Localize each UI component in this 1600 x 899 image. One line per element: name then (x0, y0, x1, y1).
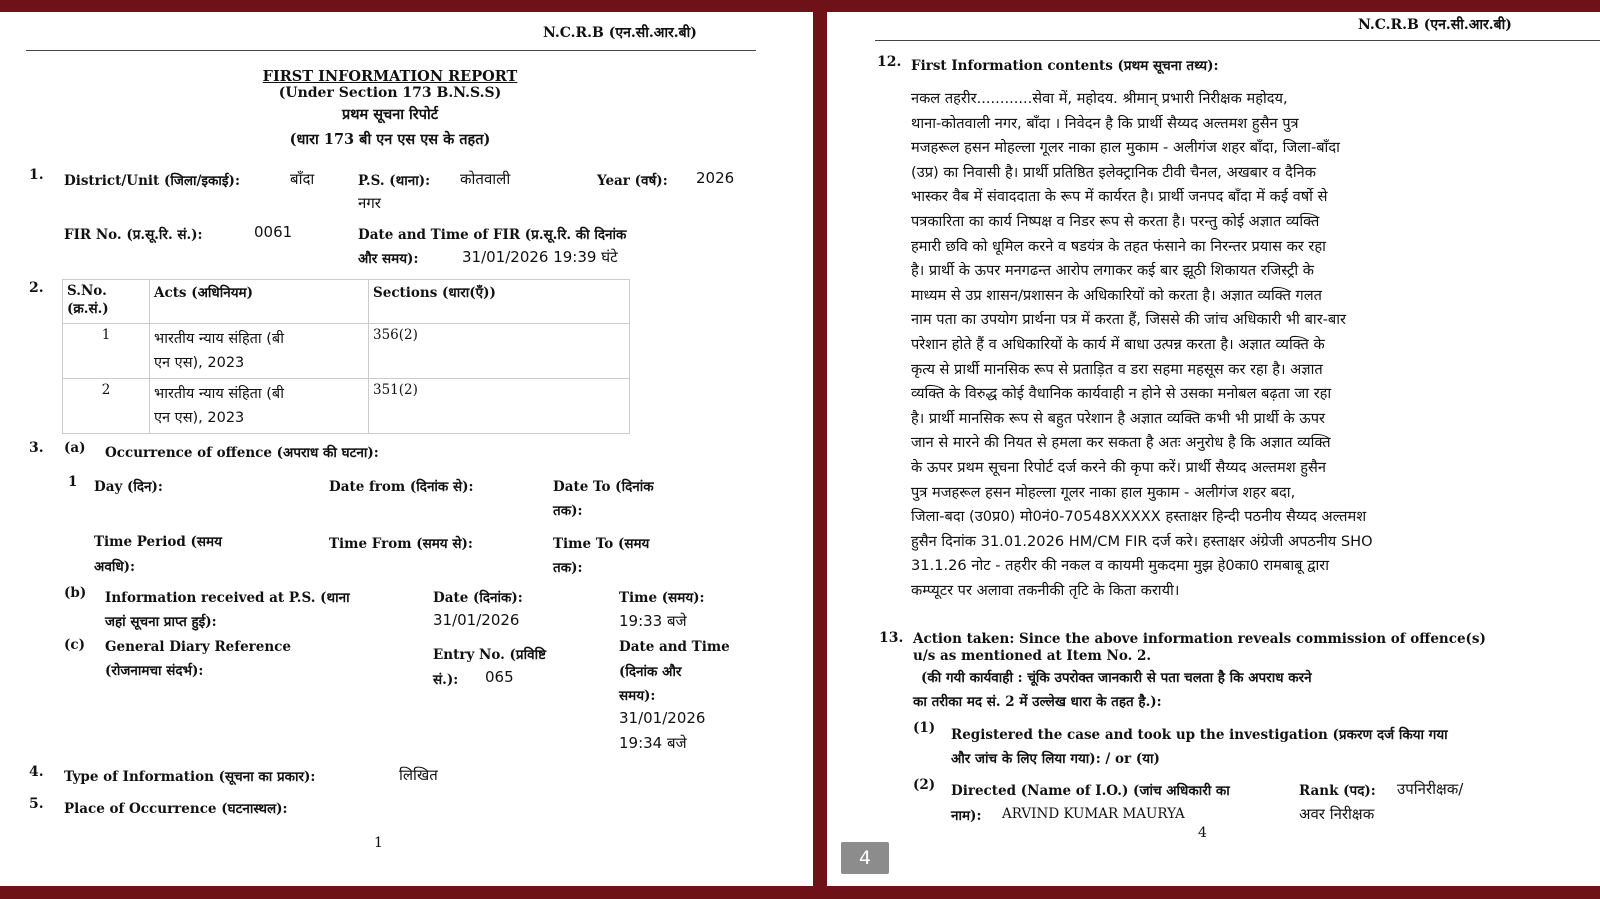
contents-line: मजहरूल हसन मोहल्ला गूलर नाका हाल मुकाम - अलीगंज शहर बाँदा, जिला-बाँदा (911, 139, 1340, 157)
date-to-label-2: तक): (553, 503, 583, 519)
fir-datetime-label-2: और समय): (358, 251, 419, 267)
received-time-label: Time (समय): (619, 590, 705, 606)
rank-value-2: अवर निरीक्षक (1299, 805, 1375, 823)
contents-line: हमारी छवि को धूमिल करने व षडयंत्र के तहत फंसाने का निरन्तर प्रयास कर रहा (911, 237, 1326, 255)
action-taken-line-2: u/s as mentioned at Item No. 2. (913, 648, 1152, 664)
fir-number-value: 0061 (254, 223, 293, 241)
ncrb-header: N.C.R.B (एन.सी.आर.बी) (1358, 17, 1512, 33)
contents-line: हुसैन दिनांक 31.01.2026 HM/CM FIR दर्ज करे। हस्ताक्षर अंग्रेजी अपठनीय SHO (911, 532, 1373, 550)
contents-line: नकल तहरीर............सेवा में, महोदय. श्रीमान् प्रभारी निरीक्षक महोदय, (911, 90, 1288, 107)
row-act-line-2: एन एस), 2023 (154, 410, 245, 426)
contents-line: पुत्र मजहरूल हसन मोहल्ला गूलर नाका हाल मुकाम - अलीगंज शहर बदा, (911, 483, 1296, 501)
row-section: 356(2) (369, 324, 630, 379)
io-name-label-2: नाम): (951, 808, 982, 824)
page-number: 1 (374, 835, 383, 851)
district-label: District/Unit (जिला/इकाई): (64, 173, 240, 189)
report-subtitle-hindi: (धारा 173 बी एन एस एस के तहत) (289, 131, 491, 148)
section-3-number: 3. (29, 440, 44, 456)
diary-reference-label-2: (रोजनामचा संदर्भ): (105, 663, 204, 679)
district-value: बाँदा (290, 170, 315, 188)
fir-page-4 (827, 12, 1600, 886)
table-row (63, 324, 630, 379)
info-received-label: Information received at P.S. (थाना (105, 590, 350, 606)
gd-datetime-label-2: (दिनांक और (619, 664, 682, 680)
info-received-label-2: जहां सूचना प्राप्त हुई): (105, 614, 217, 630)
marker-b: (b) (64, 585, 87, 601)
ncrb-header: N.C.R.B (एन.सी.आर.बी) (543, 25, 697, 41)
io-name-label: Directed (Name of I.O.) (जांच अधिकारी का (951, 783, 1230, 799)
report-title-hindi: प्रथम सूचना रिपोर्ट (341, 106, 439, 123)
action-taken-hindi-1: (की गयी कार्यवाही : चूंकि उपरोक्त जानकारी से पता चलता है कि अपराध करने (921, 670, 1312, 686)
time-from-label: Time From (समय से): (329, 536, 473, 552)
entry-no-label-2: सं.): (433, 672, 459, 688)
contents-line: भास्कर वैब में संवाददाता के रूप में कार्यरत है। प्रार्थी जनपद बाँदा में कई वर्षो से (911, 188, 1328, 206)
year-label: Year (वर्ष): (597, 173, 668, 189)
contents-line: है। प्रार्थी के ऊपर मनगढन्त आरोप लगाकर कई बार झूठी शिकायत रजिस्ट्री के (911, 262, 1314, 280)
registered-case-line-1: Registered the case and took up the investigation (प्रकरण दर्ज किया गया (951, 727, 1448, 743)
item-1-marker: (1) (913, 720, 936, 736)
received-date-label: Date (दिनांक): (433, 590, 523, 606)
police-station-value: कोतवाली (460, 170, 511, 188)
date-from-label: Date from (दिनांक से): (329, 479, 474, 495)
row-sno: 1 (63, 324, 150, 379)
section-4-number: 4. (29, 764, 44, 780)
day-label: Day (दिन): (94, 479, 163, 495)
entry-no-value: 065 (485, 668, 514, 686)
police-station-label: P.S. (थाना): (358, 173, 431, 189)
row-act (150, 379, 369, 434)
occurrence-label: Occurrence of offence (अपराध की घटना): (105, 445, 379, 461)
row-section: 351(2) (369, 379, 630, 434)
time-period-label: Time Period (समय (94, 534, 222, 550)
gd-datetime-label-3: समय): (619, 688, 656, 704)
info-type-label: Type of Information (सूचना का प्रकार): (64, 769, 316, 785)
acts-table (62, 279, 630, 434)
time-to-label: Time To (समय (553, 536, 650, 552)
acts-table-header (63, 280, 630, 324)
col-sno (63, 280, 150, 324)
header-divider (875, 40, 1600, 41)
contents-line: जिला-बदा (उ0प्र0) मो0नं0-70548XXXXX हस्ताक्षर हिन्दी पठनीय सैय्यद अल्तमश (911, 508, 1367, 526)
contents-line: व्यक्ति के विरुद्ध कोई वैधानिक कार्यवाही न होने से उसका मनोबल बढ़ता जा रहा (911, 385, 1332, 403)
contents-line: के ऊपर प्रथम सूचना रिपोर्ट दर्ज करने की कृपा करें। प्रार्थी सैय्यद अल्तमश हुसैन (911, 459, 1326, 476)
row-sno: 2 (63, 379, 150, 434)
contents-line: पत्रकारिता का कार्य निष्पक्ष व निडर रूप से करता है। परन्तु कोई अज्ञात व्यक्ति (911, 213, 1320, 230)
row-act-line-1: भारतीय न्याय संहिता (बी (154, 386, 284, 402)
report-subtitle-en: (Under Section 173 B.N.S.S) (278, 85, 502, 101)
fir-datetime-label: Date and Time of FIR (प्र.सू.रि. की दिनांक (358, 227, 627, 243)
page-badge: 4 (841, 842, 889, 874)
info-type-value: लिखित (399, 766, 438, 784)
contents-line: जान से मारने की नियत से हमला कर सकता है अतः अनुरोध है कि अज्ञात व्यक्ति (911, 434, 1331, 452)
time-to-label-2: तक): (553, 560, 583, 576)
time-period-label-2: अवधि): (94, 559, 135, 575)
year-value: 2026 (696, 169, 735, 187)
fir-number-label: FIR No. (प्र.सू.रि. सं.): (64, 227, 203, 243)
contents-line: कम्प्यूटर पर अलावा तकनीकी तृटि के किता करायी। (911, 582, 1180, 599)
action-taken-line-1: Action taken: Since the above information reveals commission of offence(s) (913, 631, 1486, 647)
col-sections: Sections (धारा(एँ)) (369, 280, 630, 324)
contents-line: 31.1.26 नोट - तहरीर की नकल व कायमी मुकदमा मुझ हे0का0 रामबाबू द्वारा (911, 557, 1330, 575)
gd-date-value: 31/01/2026 (619, 709, 706, 727)
header-divider (26, 50, 756, 51)
item-2-marker: (2) (913, 777, 936, 793)
section-5-number: 5. (29, 796, 44, 812)
marker-c: (c) (64, 637, 85, 653)
contents-line: कृत्य से प्रार्थी मानसिक रूप से प्रताड़ित व डरा सहमा महसूस कर रहा है। अज्ञात (911, 360, 1323, 378)
contents-line: है। प्रार्थी मानसिक रूप से बहुत परेशान है अज्ञात व्यक्ति कभी भी प्रार्थी के ऊपर (911, 409, 1325, 427)
io-name-value: ARVIND KUMAR MAURYA (1002, 806, 1185, 822)
received-date-value: 31/01/2026 (433, 611, 520, 629)
diary-reference-label: General Diary Reference (105, 639, 291, 655)
police-station-value-2: नगर (358, 194, 381, 212)
registered-case-line-2: और जांच के लिए लिया गया): / or (या) (951, 751, 1160, 767)
rank-label: Rank (पद): (1299, 783, 1376, 799)
contents-line: थाना-कोतवाली नगर, बाँदा । निवेदन है कि प्रार्थी सैय्यद अल्तमश हुसैन पुत्र (911, 114, 1299, 132)
sub-item-1: 1 (68, 474, 78, 490)
marker-a: (a) (64, 440, 86, 456)
col-sno-line-2: (क्र.सं.) (67, 301, 109, 317)
report-title: FIRST INFORMATION REPORT (262, 68, 518, 85)
contents-line: (उप्र) का निवासी है। प्रार्थी प्रतिष्ठित इलेक्ट्रानिक टीवी चैनल, अखबार व दैनिक (911, 163, 1316, 181)
fir-datetime-value: 31/01/2026 19:39 घंटे (462, 248, 618, 266)
received-time-value: 19:33 बजे (619, 612, 687, 630)
section-1-number: 1. (29, 167, 44, 183)
gd-datetime-label: Date and Time (619, 639, 730, 655)
table-row (63, 379, 630, 434)
contents-line: माध्यम से उप्र शासन/प्रशासन के अधिकारियों को करता है। अज्ञात व्यक्ति गलत (911, 286, 1322, 304)
page-number: 4 (1198, 825, 1207, 841)
entry-no-label: Entry No. (प्रविष्टि (433, 647, 546, 663)
section-12-number: 12. (877, 54, 902, 70)
action-taken-hindi-2: का तरीका मद सं. 2 में उल्लेख धारा के तहत है.): (913, 694, 1162, 710)
col-acts: Acts (अधिनियम) (150, 280, 369, 324)
date-to-label: Date To (दिनांक (553, 479, 654, 495)
place-of-occurrence-label: Place of Occurrence (घटनास्थल): (64, 801, 288, 817)
row-act-line-2: एन एस), 2023 (154, 355, 245, 371)
contents-line: नाम पता का उपयोग प्रार्थना पत्र में करता हैं, जिससे की जांच अधिकारी भी बार-बार (911, 311, 1347, 329)
row-act (150, 324, 369, 379)
row-act-line-1: भारतीय न्याय संहिता (बी (154, 331, 284, 347)
section-2-number: 2. (29, 280, 44, 296)
fir-page-1 (0, 12, 813, 886)
col-sno-line-1: S.No. (67, 283, 107, 299)
section-13-number: 13. (879, 630, 904, 646)
contents-line: परेशान होते हैं व अधिकारियों के कार्य में बाधा उत्पन्न करता है। अज्ञात व्यक्ति के (911, 336, 1325, 353)
first-info-contents-label: First Information contents (प्रथम सूचना तथ्य): (911, 58, 1219, 74)
rank-value: उपनिरीक्षक/ (1397, 780, 1464, 798)
gd-time-value: 19:34 बजे (619, 734, 687, 752)
